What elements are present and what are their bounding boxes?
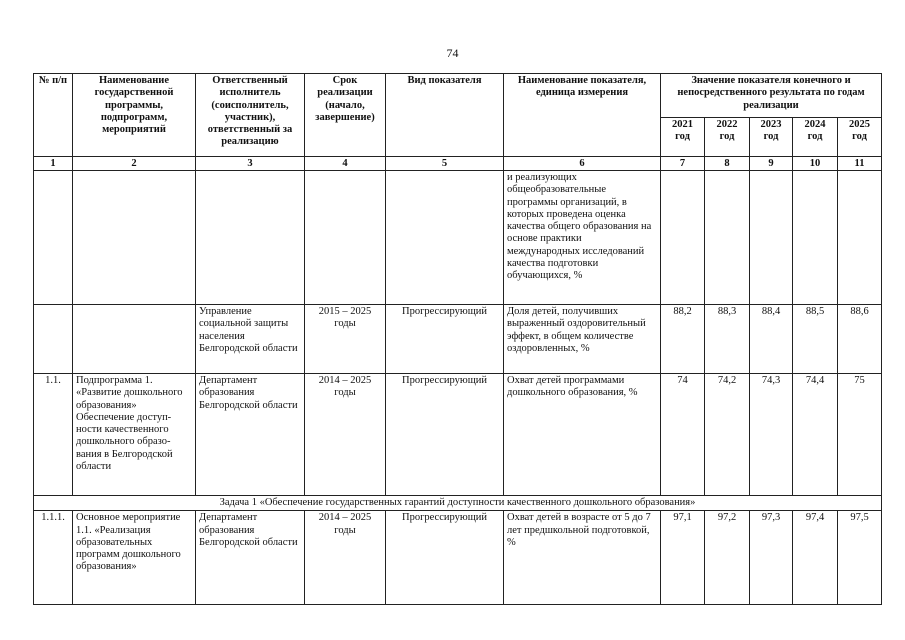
row-kind: Прогрессирующий	[386, 305, 504, 374]
column-number: 11	[838, 157, 882, 171]
row-program	[73, 305, 196, 374]
row-value: 75	[838, 374, 882, 496]
row-value	[750, 171, 793, 305]
row-value: 97,2	[705, 511, 750, 605]
table-row	[34, 171, 882, 305]
column-number-row	[34, 157, 882, 171]
row-kind: Прогрессирующий	[386, 511, 504, 605]
row-value: 97,5	[838, 511, 882, 605]
header-period: Срок реализации (начало, завершение)	[305, 74, 386, 157]
column-number: 5	[386, 157, 504, 171]
row-indicator: Охват детей в возрасте от 5 до 7 лет предшкольной подготовкой, %	[504, 511, 661, 605]
row-period: 2014 – 2025 годы	[305, 374, 386, 496]
row-period: 2014 – 2025 годы	[305, 511, 386, 605]
row-value: 74,3	[750, 374, 793, 496]
column-number: 8	[705, 157, 750, 171]
column-number: 1	[34, 157, 73, 171]
header-kind: Вид показателя	[386, 74, 504, 157]
row-period	[305, 171, 386, 305]
row-number	[34, 171, 73, 305]
header-executor: Ответственный исполнитель (соисполнитель, участник), ответственный за реализацию	[196, 74, 305, 157]
row-value: 97,1	[661, 511, 705, 605]
row-value	[705, 171, 750, 305]
column-number: 9	[750, 157, 793, 171]
column-number: 10	[793, 157, 838, 171]
table-row	[34, 305, 882, 374]
row-executor	[196, 171, 305, 305]
header-year: 2025 год	[838, 118, 882, 157]
row-executor: Департамент образования Белгородской области	[196, 374, 305, 496]
header-year: 2024 год	[793, 118, 838, 157]
header-year: 2023 год	[750, 118, 793, 157]
row-kind: Прогрессирующий	[386, 374, 504, 496]
row-value: 88,5	[793, 305, 838, 374]
indicator-table	[33, 73, 882, 605]
row-number: 1.1.	[34, 374, 73, 496]
row-value	[661, 171, 705, 305]
row-value: 74,4	[793, 374, 838, 496]
header-year: 2021 год	[661, 118, 705, 157]
row-program: Основное мероприятие 1.1. «Реализация образовательных программ дошкольного образования»	[73, 511, 196, 605]
column-number: 3	[196, 157, 305, 171]
column-number: 2	[73, 157, 196, 171]
row-indicator: и реализующих общеобразовательные программы организаций, в которых проведена оценка качества общего образования на основе практики международных исследований качества подготовки обучающихся, %	[504, 171, 661, 305]
row-kind	[386, 171, 504, 305]
row-value: 88,3	[705, 305, 750, 374]
row-indicator: Доля детей, получивших выраженный оздоровительный эффект, в общем количестве оздоровленных, %	[504, 305, 661, 374]
row-value	[838, 171, 882, 305]
row-program	[73, 171, 196, 305]
task-title: Задача 1 «Обеспечение государственных гарантий доступности качественного дошкольного образования»	[34, 496, 882, 511]
row-value: 97,4	[793, 511, 838, 605]
row-value: 88,4	[750, 305, 793, 374]
table-row	[34, 511, 882, 605]
column-number: 4	[305, 157, 386, 171]
row-indicator: Охват детей программами дошкольного образования, %	[504, 374, 661, 496]
page-number: 74	[446, 46, 459, 60]
header-indicator: Наименование показателя, единица измерения	[504, 74, 661, 157]
row-value: 88,2	[661, 305, 705, 374]
row-executor: Управление социальной защиты населения Белгородской области	[196, 305, 305, 374]
header-program: Наименование государственной программы, подпрограмм, мероприятий	[73, 74, 196, 157]
column-number: 7	[661, 157, 705, 171]
row-period: 2015 – 2025 годы	[305, 305, 386, 374]
row-value: 88,6	[838, 305, 882, 374]
row-program: Подпрограмма 1. «Развитие дошкольного образования» Обеспечение доступ-ности качественного дошкольного образо-вания в Белгородской области	[73, 374, 196, 496]
table-row	[34, 374, 882, 496]
header-year: 2022 год	[705, 118, 750, 157]
header-values-group: Значение показателя конечного и непосредственного результата по годам реализации	[661, 74, 882, 118]
row-number	[34, 305, 73, 374]
row-number: 1.1.1.	[34, 511, 73, 605]
header-number: № п/п	[34, 74, 73, 157]
row-value: 74,2	[705, 374, 750, 496]
column-number: 6	[504, 157, 661, 171]
row-value: 97,3	[750, 511, 793, 605]
row-executor: Департамент образования Белгородской области	[196, 511, 305, 605]
task-row	[34, 496, 882, 511]
row-value	[793, 171, 838, 305]
row-value: 74	[661, 374, 705, 496]
